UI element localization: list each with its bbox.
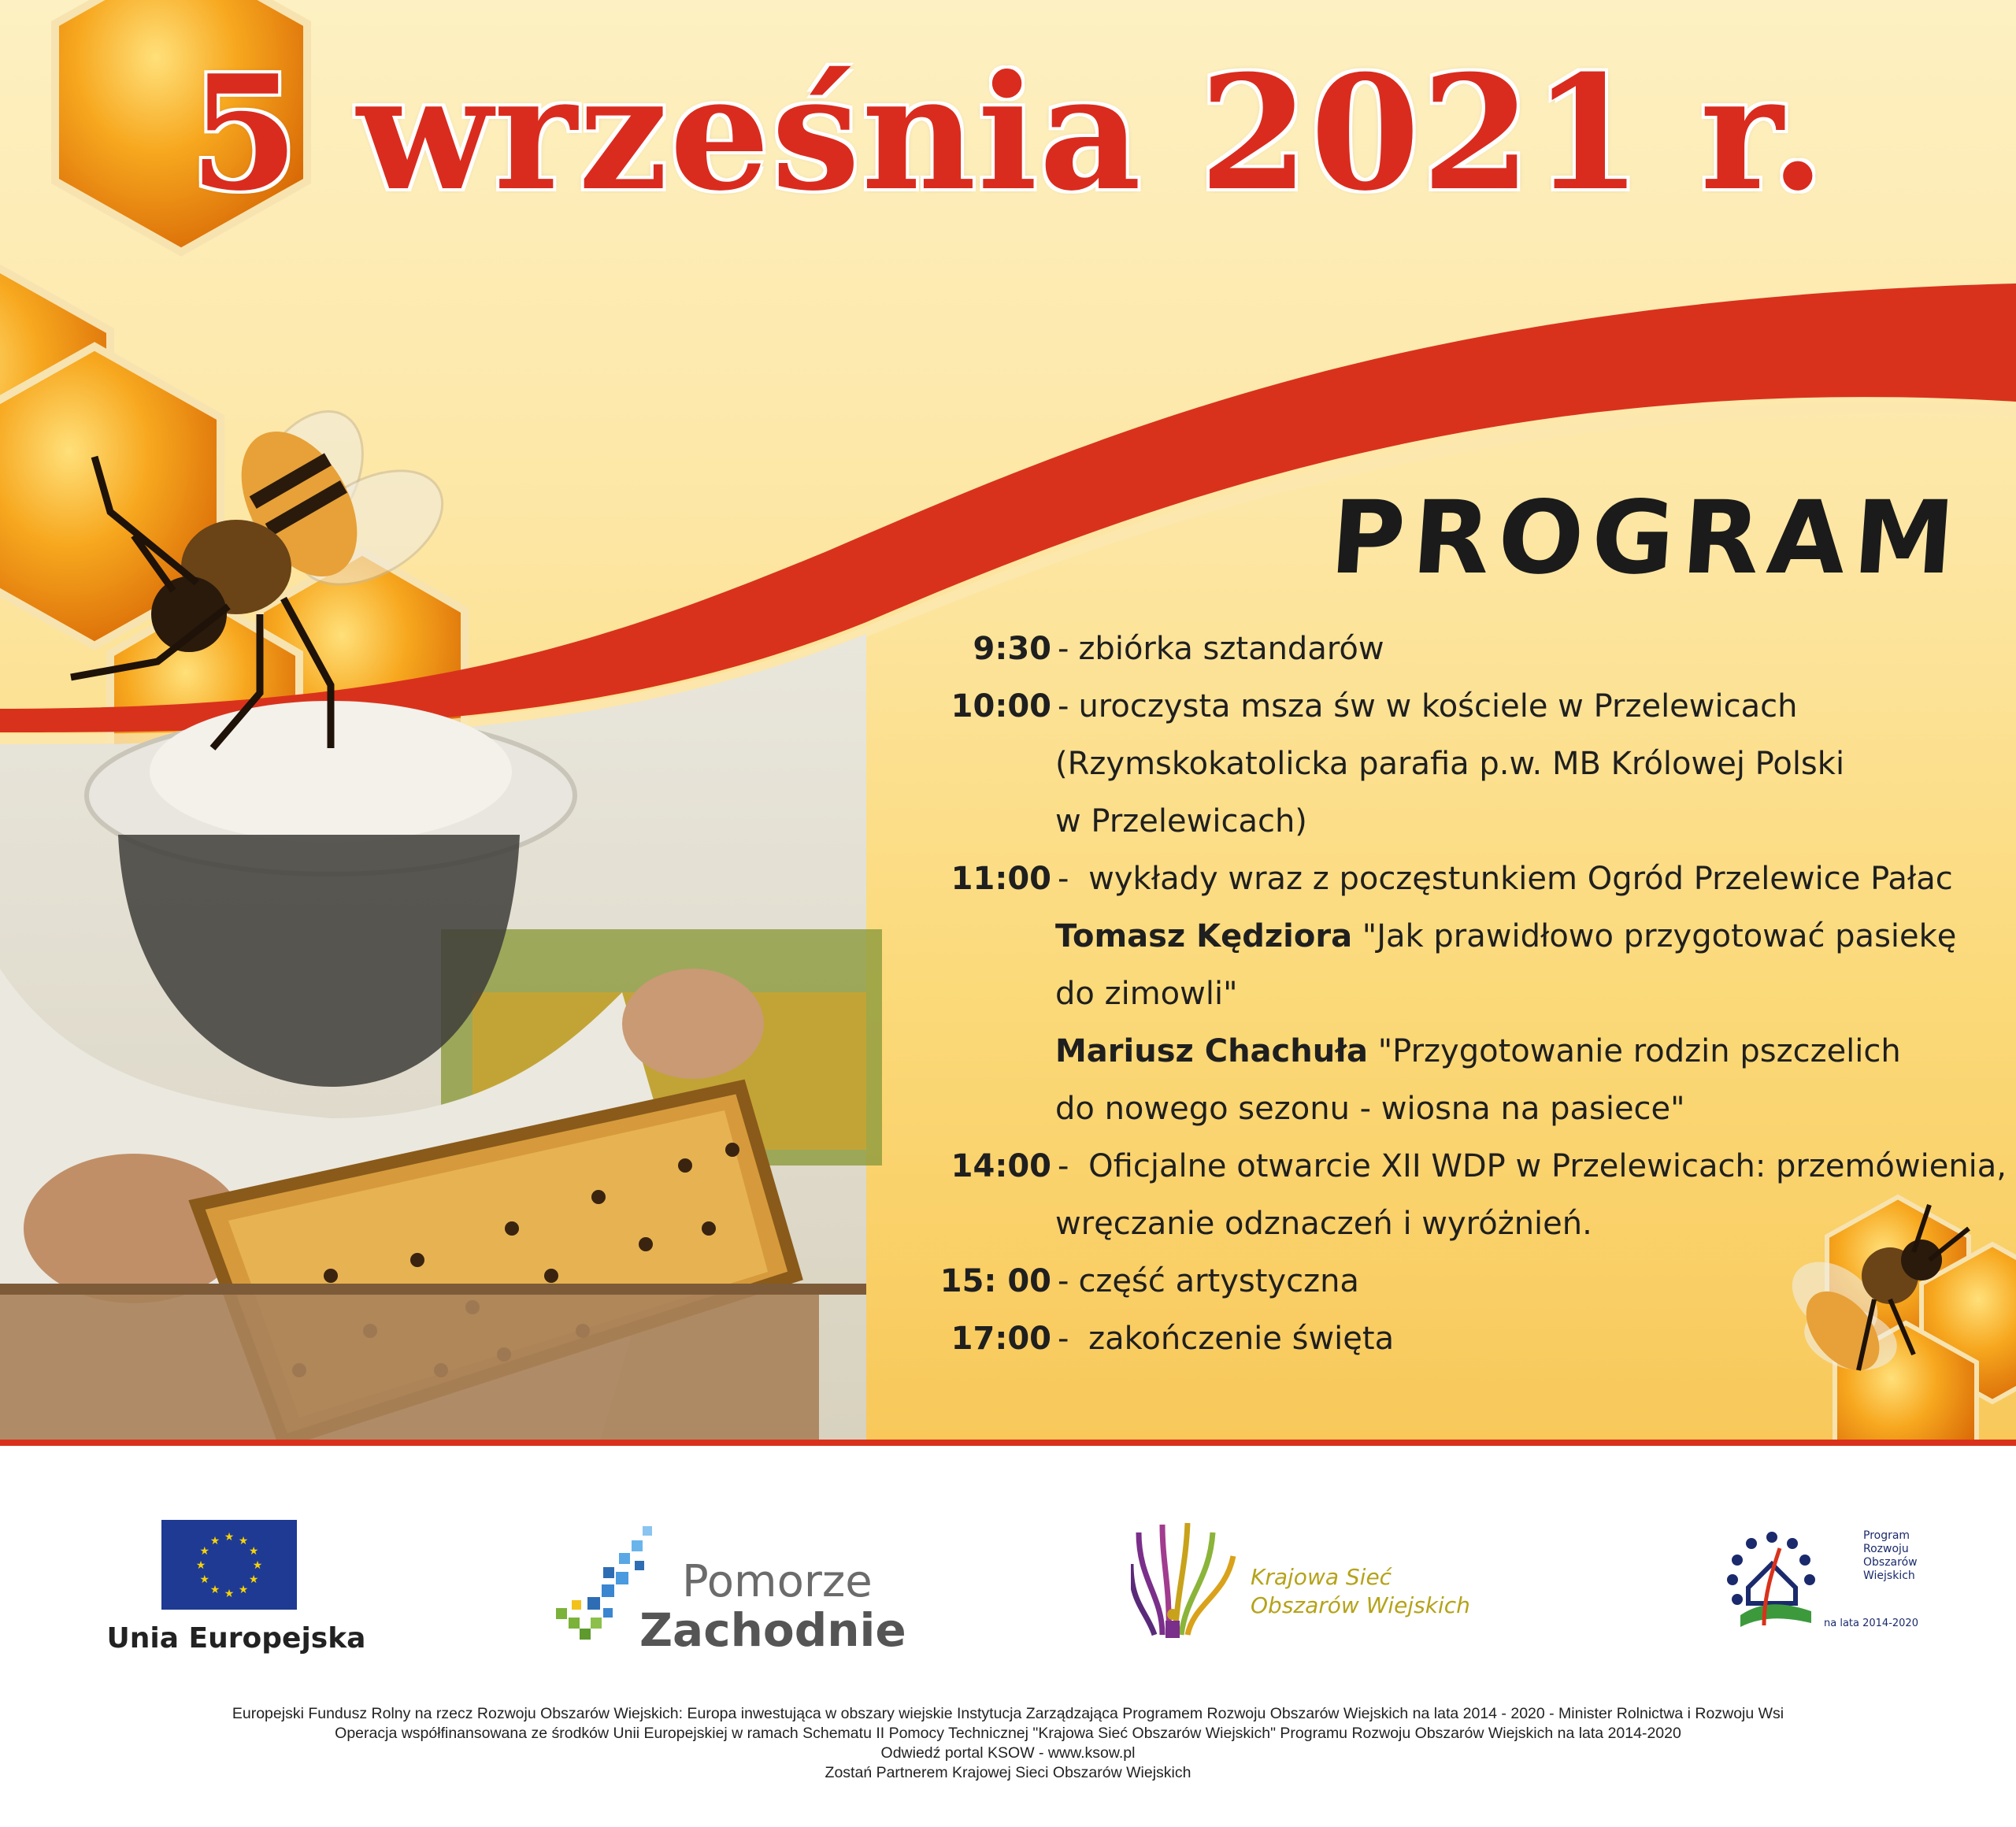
beekeeper-photo (0, 634, 882, 1446)
eu-star-icon: ★ (248, 1545, 259, 1558)
talk-title: "Jak prawidłowo przygotować pasiekę (1352, 918, 1957, 954)
talk-title: "Przygotowanie rodzin pszczelich (1368, 1033, 1901, 1069)
schedule-time: 15: 00 (939, 1263, 1051, 1299)
eu-star-icon: ★ (238, 1534, 249, 1547)
eu-star-icon: ★ (238, 1584, 249, 1597)
schedule-entry-1100: 11:00 - wykłady wraz z poczęstunkiem Ogród Przelewice Pałac Tomasz Kędziora "Jak prawidłowo przygotować pasiekę do zimowli" Mariusz Chachuła "Przygotowanie rodzin pszczelich do nowego sezonu - wiosna na pasiece" (929, 850, 2000, 1138)
eu-star-icon: ★ (199, 1573, 210, 1586)
schedule-text: Oficjalne otwarcie XII WDP w Przelewicach: przemówienia, (1078, 1148, 2007, 1184)
prow-logo (1717, 1525, 1819, 1635)
talk-title: do nowego sezonu - wiosna na pasiece" (1055, 1091, 1685, 1127)
schedule-entry-0930: 9:30 - zbiórka sztandarów (929, 621, 2000, 678)
eu-star-icon: ★ (195, 1559, 206, 1572)
schedule-text: zbiórka sztandarów (1078, 631, 1384, 667)
schedule-time: 14:00 (951, 1148, 1051, 1184)
schedule-text: w Przelewicach) (1055, 803, 1307, 839)
schedule-text: wykłady wraz z poczęstunkiem Ogród Przelewice Pałac (1078, 861, 1953, 897)
schedule-entry-1700: 17:00 - zakończenie święta (929, 1310, 2000, 1368)
program-schedule (929, 621, 2007, 1368)
eu-star-icon: ★ (199, 1545, 210, 1558)
schedule-text: wręczanie odznaczeń i wyróżnień. (1055, 1206, 1592, 1242)
schedule-text: uroczysta msza św w kościele w Przelewicach (1078, 688, 1798, 724)
legal-notice (0, 1704, 2016, 1783)
eu-star-icon: ★ (252, 1559, 263, 1572)
zachodnie-label: Zachodnie (639, 1603, 906, 1657)
schedule-entry-1400: 14:00 - Oficjalne otwarcie XII WDP w Przelewicach: przemówienia, wręczanie odznaczeń i wyróżnień. (929, 1138, 2000, 1253)
schedule-time: 17:00 (951, 1321, 1051, 1357)
schedule-entry-1000: 10:00 - uroczysta msza św w kościele w Przelewicach (Rzymskokatolicka parafia p.w. MB Królowej Polski w Przelewicach) (929, 678, 2000, 850)
ksow-logo (1131, 1517, 1249, 1643)
eu-star-icon: ★ (209, 1534, 220, 1547)
schedule-text: część artystyczna (1078, 1263, 1359, 1299)
date-title: 5 września 2021 r. (189, 41, 1827, 226)
schedule-time: 9:30 (973, 631, 1051, 667)
legal-line: Odwiedź portal KSOW - www.ksow.pl (880, 1744, 1136, 1762)
schedule-text: zakończenie święta (1078, 1321, 1395, 1357)
prow-label: Program Rozwoju Obszarów Wiejskich (1863, 1529, 1918, 1582)
legal-line: Zostań Partnerem Krajowej Sieci Obszarów Wiejskich (825, 1764, 1191, 1781)
speaker-name: Mariusz Chachuła (1055, 1033, 1369, 1069)
speaker-name: Tomasz Kędziora (1055, 918, 1353, 954)
schedule-text: (Rzymskokatolicka parafia p.w. MB Królowej Polski (1055, 746, 1845, 782)
legal-line: Europejski Fundusz Rolny na rzecz Rozwoju Obszarów Wiejskich: Europa inwestująca w obszary wiejskie Instytucja Zarządzająca Programem Rozwoju Obszarów Wiejskich na lata 2014 - 2020 - Minister Rolnictwa i Rozwoju Wsi (232, 1705, 1784, 1722)
ksow-label-line1: Krajowa Sieć (1251, 1564, 1392, 1590)
schedule-time: 10:00 (951, 688, 1051, 724)
eu-star-icon: ★ (224, 1531, 235, 1544)
ksow-label-line2: Obszarów Wiejskich (1251, 1592, 1470, 1618)
eu-star-icon: ★ (209, 1584, 220, 1597)
eu-star-icon: ★ (224, 1588, 235, 1600)
talk-title: do zimowli" (1055, 976, 1238, 1012)
bottom-red-rule (0, 1440, 2016, 1446)
prow-years-label: na lata 2014-2020 (1824, 1618, 1918, 1629)
eu-star-icon: ★ (248, 1573, 259, 1586)
eu-flag-logo (161, 1520, 297, 1610)
pomorze-label: Pomorze (682, 1556, 873, 1607)
schedule-entry-1500: 15: 00 - część artystyczna (929, 1253, 2000, 1310)
legal-line: Operacja współfinansowana ze środków Unii Europejskiej w ramach Schematu II Pomocy Technicznej "Krajowa Sieć Obszarów Wiejskich" Programu Rozwoju Obszarów Wiejskich na lata 2014-2020 (335, 1725, 1681, 1742)
program-heading: PROGRAM (1326, 480, 1966, 597)
sponsor-footer (0, 1446, 2016, 1827)
eu-label: Unia Europejska (106, 1622, 366, 1655)
schedule-time: 11:00 (951, 861, 1051, 897)
